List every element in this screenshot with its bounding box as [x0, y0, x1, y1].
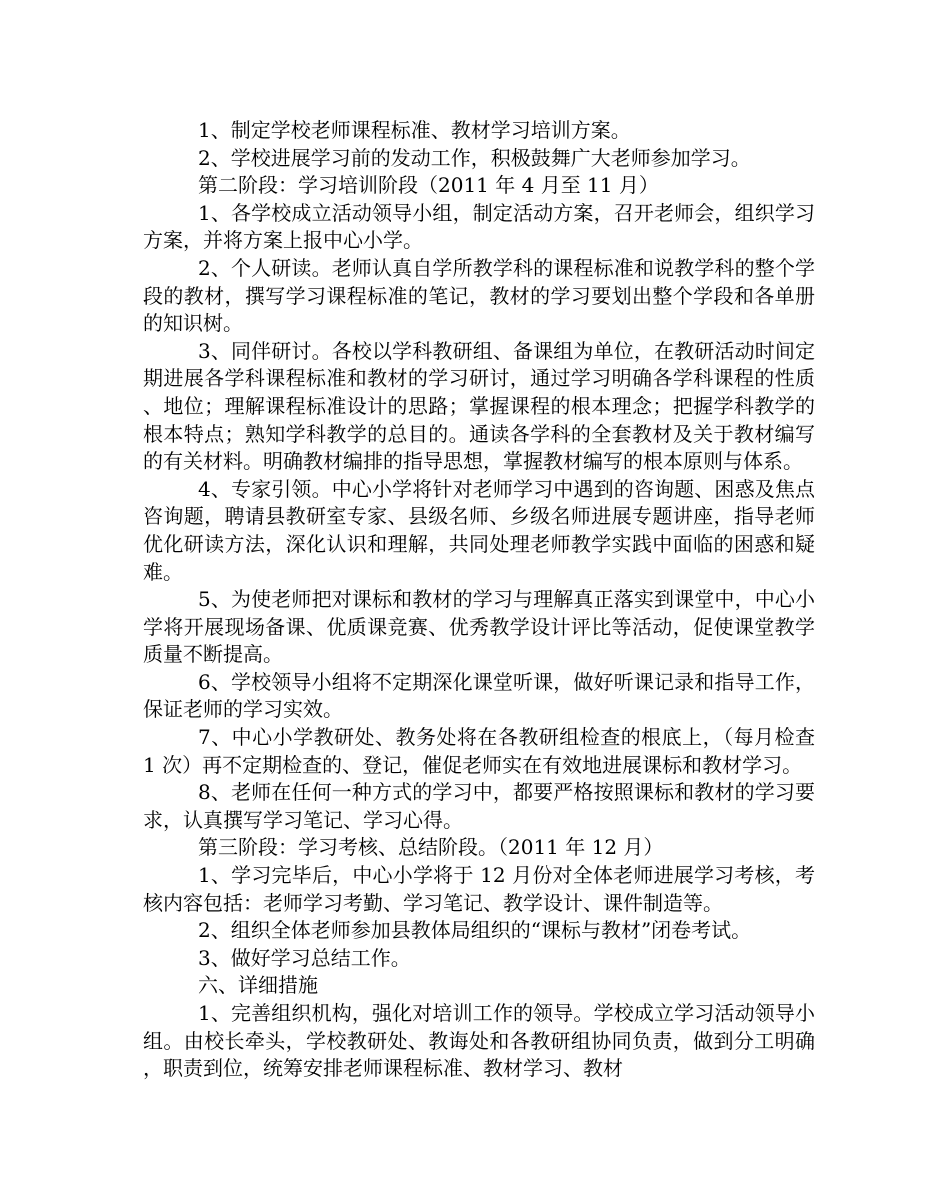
section-heading-measures: 六、详细措施	[198, 973, 318, 998]
paragraph-10: 8、老师在任何一种方式的学习中，都要严格按照课标和教材的学习要求，认真撰写学习笔记、学习心得。	[143, 780, 815, 832]
paragraph-12: 2、组织全体老师参加县教体局组织的“课标与教材”闭卷考试。	[198, 918, 752, 943]
section-heading-stage-3: 第三阶段：学习考核、总结阶段。（2011 年 12 月）	[198, 835, 664, 860]
paragraph-11: 1、学习完毕后，中心小学将于 12 月份对全体老师进展学习考核，考核内容包括：老师学习考勤、学习笔记、教学设计、课件制造等。	[143, 863, 815, 915]
section-heading-stage-2: 第二阶段：学习培训阶段（2011 年 4 月至 11 月）	[198, 173, 659, 198]
paragraph-13: 3、做好学习总结工作。	[198, 945, 411, 970]
paragraph-5: 3、同伴研讨。各校以学科教研组、备课组为单位，在教研活动时间定期进展各学科课程标准和教材的学习研讨，通过学习明确各学科课程的性质、地位；理解课程标准设计的思路；掌握课程的根本理念；把握学科教学的根本特点；熟知学科教学的总目的。通读各学科的全套教材及关于教材编写的有关材料。明确教材编排的指导思想，掌握教材编写的根本原则与体系。	[143, 338, 815, 474]
paragraph-3: 1、各学校成立活动领导小组，制定活动方案，召开老师会，组织学习方案，并将方案上报中心小学。	[143, 200, 815, 253]
paragraph-1: 1、制定学校老师课程标准、教材学习培训方案。	[198, 118, 631, 142]
paragraph-7: 5、为使老师把对课标和教材的学习与理解真正落实到课堂中，中心小学将开展现场备课、优质课竞赛、优秀教学设计评比等活动，促使课堂教学质量不断提高。	[143, 587, 815, 667]
paragraph-9: 7、中心小学教研处、教务处将在各教研组检查的根底上，（每月检查 1 次）再不定期检查的、登记，催促老师实在有效地进展课标和教材学习。	[143, 725, 815, 777]
paragraph-2: 2、学校进展学习前的发动工作，积极鼓舞广大老师参加学习。	[198, 145, 751, 170]
paragraph-6: 4、专家引领。中心小学将针对老师学习中遇到的咨询题、困惑及焦点咨询题，聘请县教研室专家、县级名师、乡级名师进展专题讲座，指导老师优化研读方法，深化认识和理解，共同处理老师教学实践中面临的困惑和疑难。	[143, 476, 815, 584]
document-page	[143, 117, 815, 1083]
paragraph-14: 1、完善组织机构，强化对培训工作的领导。学校成立学习活动领导小组。由校长牵头，学校教研处、教诲处和各教研组协同负责，做到分工明确，职责到位，统筹安排老师课程标准、教材学习、教材	[143, 1001, 815, 1081]
paragraph-8: 6、学校领导小组将不定期深化课堂听课，做好听课记录和指导工作，保证老师的学习实效。	[143, 669, 815, 722]
paragraph-4: 2、个人研读。老师认真自学所教学科的课程标准和说教学科的整个学段的教材，撰写学习课程标准的笔记，教材的学习要划出整个学段和各单册的知识树。	[143, 255, 815, 336]
